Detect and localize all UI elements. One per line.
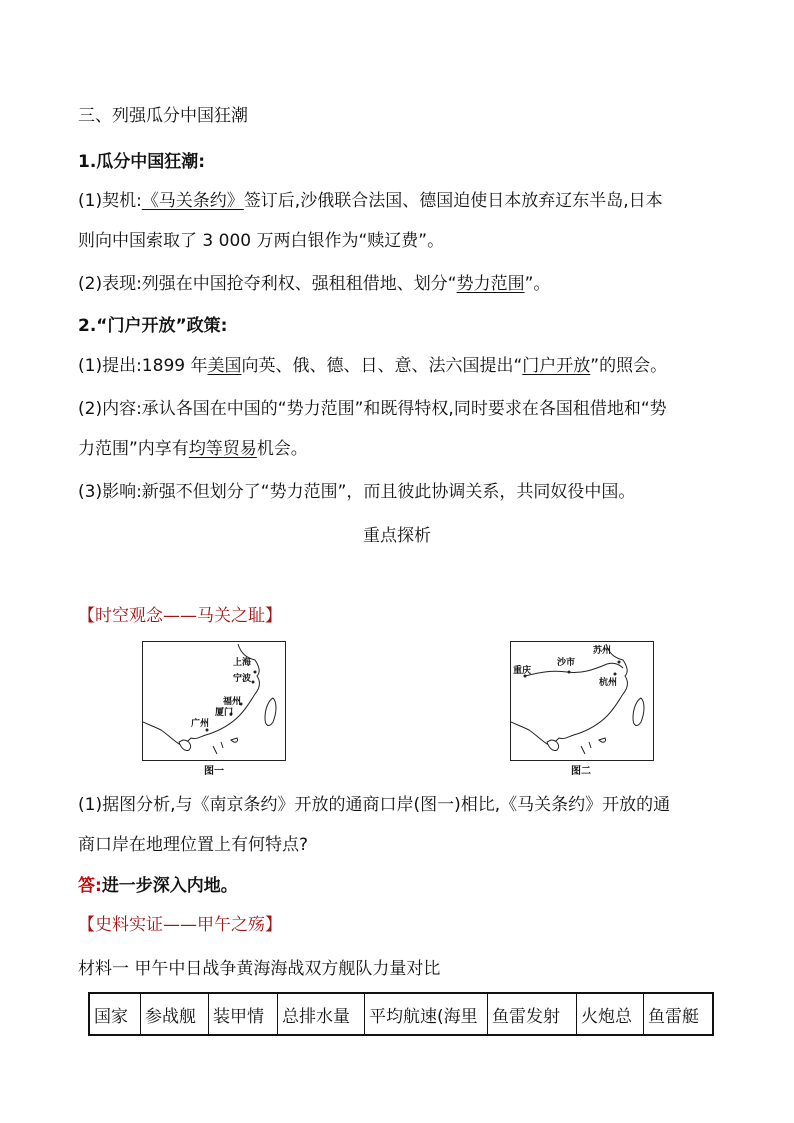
- material-one-caption: 材料一 甲午中日战争黄海海战双方舰队力量对比: [78, 959, 441, 979]
- map-one: [142, 641, 286, 761]
- key-analysis-title: 重点探析: [363, 526, 431, 546]
- p3-middle: 向英、俄、德、日、意、法六国提出“: [241, 356, 523, 376]
- heading-partition: 1.瓜分中国狂潮:: [78, 152, 206, 172]
- map-label-ningbo: 宁波: [233, 674, 252, 684]
- map-two-caption: 图二: [571, 766, 591, 777]
- answer-text: 进一步深入内地。: [101, 876, 238, 896]
- map-one-caption: 图一: [204, 766, 224, 777]
- equal-link: 均等: [188, 439, 223, 459]
- map-label-shanghai: 上海: [233, 658, 252, 668]
- p2-suffix: ”。: [524, 274, 551, 294]
- tag-time-space: 【时空观念——马关之耻】: [78, 606, 282, 626]
- tag-historical-evidence: 【史料实证——甲午之殇】: [78, 915, 282, 935]
- paragraph-opportunity: [78, 189, 663, 213]
- table-header-row: [89, 993, 713, 1035]
- p3-suffix: ”的照会。: [590, 356, 668, 376]
- p1-prefix: (1)契机:: [78, 191, 142, 211]
- paragraph-manifestation: [78, 272, 550, 296]
- p4-prefix: 力范围”内享有: [78, 439, 189, 459]
- fleet-comparison-table: [88, 992, 714, 1036]
- table-header-cell: 参战舰: [141, 993, 209, 1035]
- p4-suffix: 机会。: [256, 439, 308, 459]
- paragraph-content-line2: [78, 437, 308, 461]
- p1-rest: 签订后,沙俄联合法国、德国迫使日本放弃辽东半岛,日本: [243, 191, 663, 211]
- map-label-hangzhou: 杭州: [599, 678, 618, 688]
- map-two-outline: [511, 642, 653, 760]
- p2-prefix: (2)表现:列强在中国抢夺利权、强租租借地、划分“: [78, 274, 457, 294]
- trade-link: 贸易: [222, 439, 257, 459]
- open-door-link: 门户开放: [522, 356, 591, 376]
- table-header-cell: 鱼雷发射: [488, 993, 577, 1035]
- heading-open-door: 2.“门户开放”政策:: [78, 316, 228, 336]
- map-label-chongqing: 重庆: [513, 666, 532, 676]
- table-header-cell: 总排水量: [278, 993, 365, 1035]
- question-line2: 商口岸在地理位置上有何特点?: [78, 835, 309, 855]
- map-one-outline: [143, 642, 285, 760]
- table-header-cell: 鱼雷艇: [644, 993, 714, 1035]
- paragraph-opportunity-line2: 则向中国索取了 3 000 万两白银作为“赎辽费”。: [78, 231, 445, 251]
- answer-label: 答:: [78, 876, 102, 896]
- section-title: 三、列强瓜分中国狂潮: [78, 106, 248, 126]
- table-header-cell: 平均航速(海里: [365, 993, 488, 1035]
- map-label-xiamen: 厦门: [215, 708, 234, 718]
- map-label-guangzhou: 广州: [191, 719, 210, 729]
- paragraph-content: (2)内容:承认各国在中国的“势力范围”和既得特权,同时要求在各国租借地和“势: [78, 399, 667, 419]
- answer: [78, 874, 238, 898]
- question-line1: (1)据图分析,与《南京条约》开放的通商口岸(图一)相比,《马关条约》开放的通: [78, 795, 671, 815]
- map-label-suzhou: 苏州: [593, 646, 612, 656]
- paragraph-impact: (3)影响:新强不但划分了“势力范围”，而且彼此协调关系，共同奴役中国。: [78, 482, 636, 502]
- p3-prefix: (1)提出:1899 年: [78, 356, 208, 376]
- map-two: [510, 641, 654, 761]
- sphere-link: 势力范围: [456, 274, 525, 294]
- map-label-shashi: 沙市: [557, 658, 576, 668]
- table-header-cell: 国家: [89, 993, 141, 1035]
- usa-link: 美国: [207, 356, 242, 376]
- paragraph-proposal: [78, 354, 667, 378]
- table-header-cell: 装甲情: [209, 993, 278, 1035]
- map-label-fuzhou: 福州: [223, 697, 242, 707]
- table-header-cell: 火炮总: [577, 993, 644, 1035]
- treaty-link: 《马关条约》: [141, 191, 244, 211]
